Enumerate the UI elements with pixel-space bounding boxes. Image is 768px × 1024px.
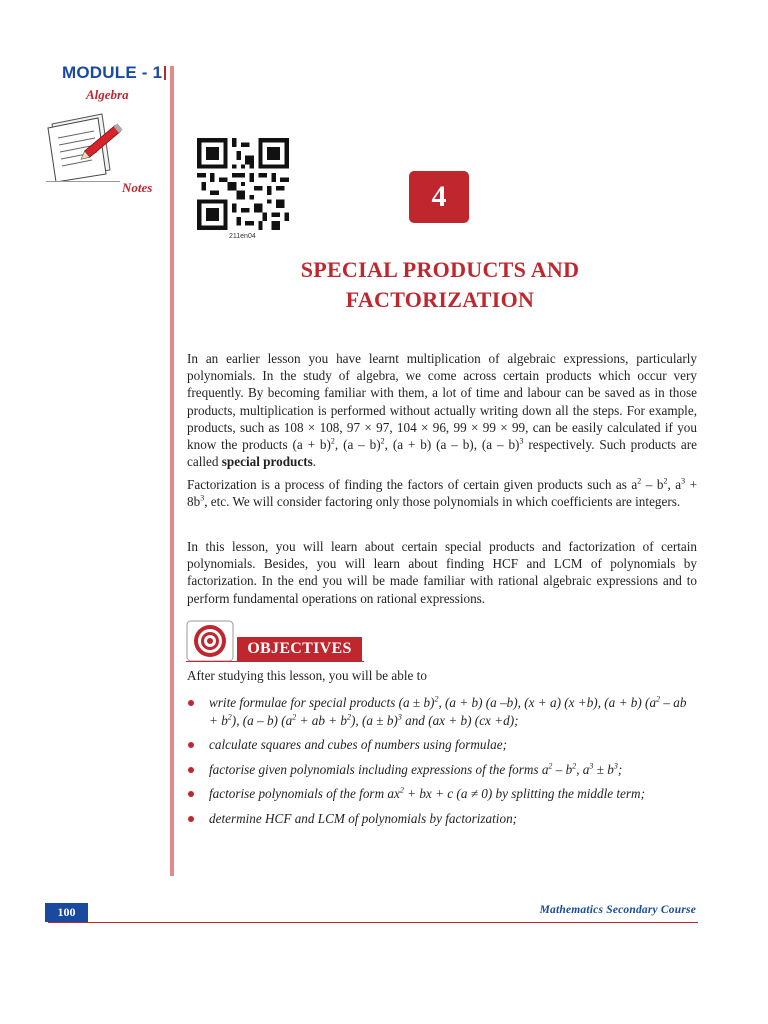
sup: 2 (380, 436, 385, 446)
objectives-rule (186, 661, 364, 662)
p1-text-a: In an earlier lesson you have learnt multiplication of algebraic expressions, particularly polynomials. In the study of algebra, we come across certain products which occur very frequently. By becoming familiar with them, a lot of time and labour can be saved as in those products, multiplication is performed without actually writing down all the steps. For example, products, such as 108 × 108, 97 × 97, 104 × 96, 99 × 99 × 99, can be easily calculated if you know the products (a + b) (187, 351, 697, 453)
sup: 2 (434, 694, 439, 704)
b3-b: – b (552, 761, 573, 777)
course-title: Mathematics Secondary Course (539, 904, 696, 916)
page-number: 100 (45, 903, 88, 922)
notes-pad-icon (44, 110, 124, 182)
margin-line (170, 66, 174, 876)
b1-a: write formulae for special products (a ± b) (209, 695, 435, 710)
b1-g: and (ax + b) (cx +d); (401, 712, 519, 728)
b1-f: ), (a ± b) (351, 712, 398, 728)
intro-paragraph-1 (187, 350, 697, 470)
p1-text-c: , (a + b) (a – b), (a – b) (384, 437, 520, 453)
bullet-icon (188, 742, 194, 748)
b5: determine HCF and LCM of polynomials by factorization; (209, 810, 518, 826)
p2-text-a: Factorization is a process of finding the factors of certain given products such as a (187, 477, 638, 492)
b3-a: factorise given polynomials including expressions of the forms a (209, 761, 549, 777)
sup: 2 (656, 694, 661, 704)
objective-item (187, 785, 697, 803)
objectives-heading: OBJECTIVES (237, 637, 362, 661)
sup: 3 (681, 476, 686, 486)
sup: 3 (200, 493, 205, 503)
subject-label: Algebra (86, 87, 129, 102)
notes-label: Notes (122, 180, 153, 195)
p1-text-b: , (a – b) (334, 437, 381, 453)
target-icon (186, 620, 234, 662)
sup: 2 (399, 785, 404, 795)
module-sep: - (136, 63, 153, 82)
special-products-term: special products (221, 454, 313, 470)
p2-text-e: , etc. We will consider factoring only those polynomials in which coefficients are integers. (204, 494, 681, 510)
objective-item (187, 761, 697, 779)
sup: 2 (330, 436, 335, 446)
qr-code-icon (194, 138, 292, 230)
objectives-lead: After studying this lesson, you will be able to (187, 668, 427, 683)
b4-b: + bx + c (a ≠ 0) by splitting the middle term; (403, 786, 645, 801)
chapter-title-line2: FACTORIZATION (345, 287, 535, 312)
sup: 2 (347, 712, 352, 722)
b2: calculate squares and cubes of numbers using formulae; (209, 737, 508, 752)
bullet-icon (188, 816, 194, 822)
sup: 3 (589, 761, 594, 771)
chapter-number: 4 (409, 171, 469, 223)
chapter-title (240, 255, 640, 315)
qr-code-id: 211en04 (229, 233, 256, 240)
sup: 2 (227, 712, 232, 722)
chapter-title-line1: SPECIAL PRODUCTS AND (300, 257, 580, 282)
bullet-icon (188, 767, 194, 773)
margin-tick (164, 66, 166, 80)
objectives-list (187, 694, 697, 834)
objective-item (187, 694, 697, 729)
sup: 2 (292, 712, 297, 722)
b4-a: factorise polynomials of the form ax (209, 786, 400, 801)
p2-text-b: – b (641, 477, 664, 492)
sup: 2 (548, 761, 553, 771)
b1-e: + ab + b (296, 712, 348, 728)
p1-text-d: respectively. Such products are called (187, 437, 698, 470)
objective-item (187, 810, 697, 828)
bullet-icon (188, 791, 194, 797)
sup: 2 (572, 761, 577, 771)
module-word: MODULE (62, 63, 137, 82)
b3-c: , a (576, 761, 590, 777)
notes-rule (46, 181, 120, 182)
module-number: 1 (152, 63, 163, 82)
b3-d: ± b (593, 761, 614, 777)
b1-c: – ab + b (209, 695, 687, 728)
p2-text-c: , a (667, 477, 682, 492)
sup: 3 (519, 436, 524, 446)
bullet-icon (188, 700, 194, 706)
b1-d: ), (a – b) (a (231, 712, 293, 728)
intro-paragraph-2 (187, 476, 697, 510)
objective-item (187, 736, 697, 754)
b1-b: , (a + b) (a –b), (x + a) (x +b), (a + b) (a (438, 695, 657, 710)
footer-rule (48, 922, 698, 923)
sup: 2 (663, 476, 668, 486)
sup: 2 (637, 476, 642, 486)
p2-text-d: + 8b (187, 477, 698, 510)
sup: 3 (613, 761, 618, 771)
sup: 3 (397, 712, 402, 722)
b3-e: ; (617, 761, 623, 777)
module-heading (62, 63, 162, 83)
intro-paragraph-3: In this lesson, you will learn about certain special products and factorization of certain polynomials. Besides, you will learn about finding HCF and LCM of polynomials by factorization. In the end you will be made familiar with rational algebraic expressions and to perform fundamental operations on rational expressions. (187, 539, 697, 606)
p1-end: . (312, 454, 317, 470)
